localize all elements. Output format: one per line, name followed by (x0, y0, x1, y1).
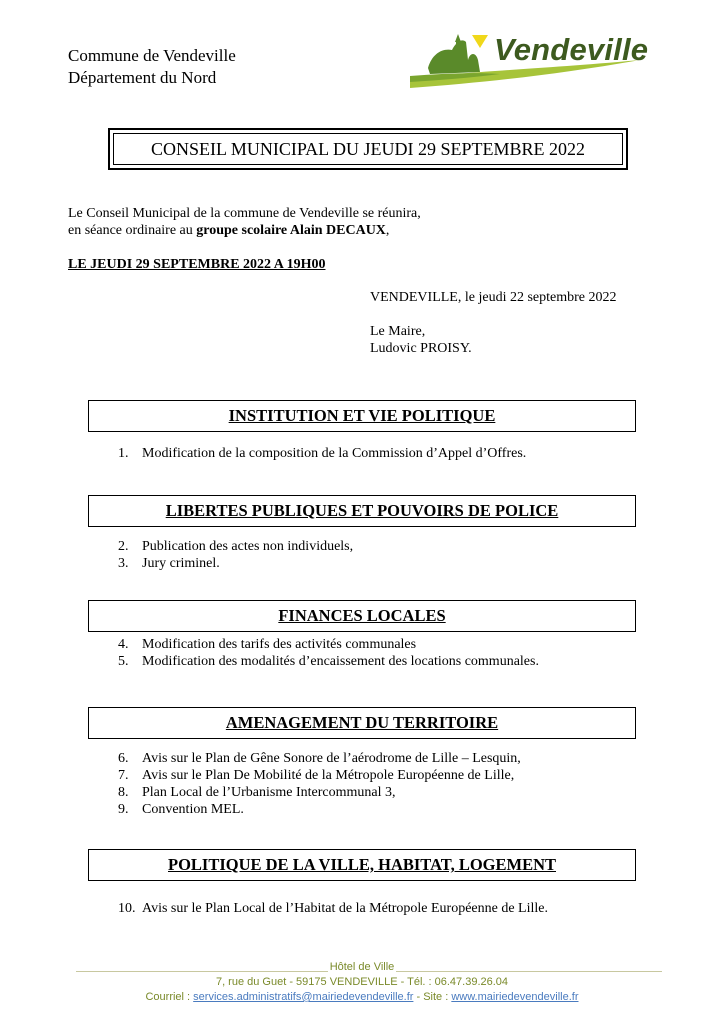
intro-location-prefix: en séance ordinaire au (68, 223, 197, 238)
item-text: Avis sur le Plan de Gêne Sonore de l’aérodrome de Lille – Lesquin, (142, 751, 521, 766)
mayor-role: Le Maire, (370, 324, 426, 339)
agenda-item (118, 538, 353, 556)
meeting-date: LE JEUDI 29 SEPTEMBRE 2022 A 19H00 (68, 257, 326, 272)
departement-name: Département du Nord (68, 68, 217, 87)
item-number: 1. (118, 446, 129, 461)
section-title: POLITIQUE DE LA VILLE, HABITAT, LOGEMENT (88, 849, 636, 881)
item-text: Avis sur le Plan Local de l’Habitat de la Métropole Européenne de Lille. (142, 901, 548, 916)
section-title: FINANCES LOCALES (88, 600, 636, 632)
section-title: LIBERTES PUBLIQUES ET POUVOIRS DE POLICE (88, 495, 636, 527)
item-number: 9. (118, 802, 129, 817)
item-text: Plan Local de l’Urbanisme Intercommunal 3, (142, 785, 396, 800)
footer-line-1 (0, 960, 724, 975)
agenda-item (118, 900, 548, 918)
commune-name: Commune de Vendeville (68, 46, 236, 65)
agenda-item (118, 445, 526, 463)
agenda-item (118, 636, 416, 654)
item-text: Modification des modalités d’encaissement des locations communales. (142, 654, 539, 669)
site-label: - Site : (413, 991, 452, 1003)
vendeville-logo (410, 30, 660, 90)
footer-contact (0, 990, 724, 1005)
meeting-title-box (108, 128, 628, 170)
item-text: Modification de la composition de la Commission d’Appel d’Offres. (142, 446, 527, 461)
item-number: 3. (118, 556, 129, 571)
agenda-item (118, 750, 521, 768)
intro-line-1: Le Conseil Municipal de la commune de Vendeville se réunira, (68, 206, 421, 221)
agenda-item (118, 767, 514, 785)
item-number: 6. (118, 751, 129, 766)
intro-line-2 (68, 222, 389, 239)
item-number: 5. (118, 654, 129, 669)
item-number: 4. (118, 637, 129, 652)
item-text: Avis sur le Plan De Mobilité de la Métropole Européenne de Lille, (142, 768, 515, 783)
agenda-item (118, 784, 395, 802)
agenda-item (118, 653, 539, 671)
item-number: 2. (118, 539, 129, 554)
meeting-title: CONSEIL MUNICIPAL DU JEUDI 29 SEPTEMBRE 2022 (113, 133, 623, 165)
place-date: VENDEVILLE, le jeudi 22 septembre 2022 (370, 290, 617, 305)
item-number: 8. (118, 785, 129, 800)
intro-location-suffix: , (385, 223, 390, 238)
item-text: Publication des actes non individuels, (142, 539, 354, 554)
item-text: Modification des tarifs des activités communales (142, 637, 417, 652)
item-text: Convention MEL. (142, 802, 244, 817)
footer-address: 7, rue du Guet - 59175 VENDEVILLE - Tél. : 06.47.39.26.04 (215, 976, 509, 988)
section-title: INSTITUTION ET VIE POLITIQUE (88, 400, 636, 432)
courriel-label: Courriel : (145, 991, 194, 1003)
item-number: 10. (118, 901, 136, 916)
footer-hotel: Hôtel de Ville (329, 961, 395, 973)
section-title: AMENAGEMENT DU TERRITOIRE (88, 707, 636, 739)
agenda-item (118, 555, 220, 573)
item-number: 7. (118, 768, 129, 783)
item-text: Jury criminel. (142, 556, 220, 571)
agenda-item (118, 801, 244, 819)
logo-text: Vendeville (494, 32, 649, 67)
website-link[interactable]: www.mairiedevendeville.fr (451, 991, 579, 1003)
email-link[interactable]: services.administratifs@mairiedevendeville.fr (193, 991, 414, 1003)
mayor-name: Ludovic PROISY. (370, 341, 472, 356)
intro-location: groupe scolaire Alain DECAUX (196, 223, 386, 238)
